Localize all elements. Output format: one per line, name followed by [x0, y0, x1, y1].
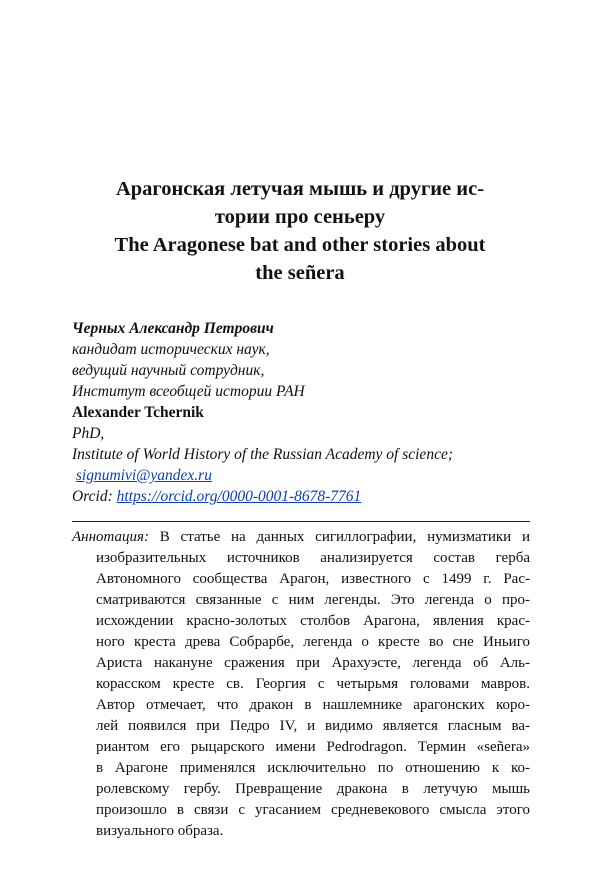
abstract-line	[72, 527, 530, 548]
abstract-text: В статье на данных сигиллографии, нумизматики и	[149, 529, 530, 545]
abstract-line: визуального образа.	[96, 823, 224, 839]
abstract	[72, 527, 530, 842]
article-title	[80, 175, 520, 287]
abstract-line: лей появился при Педро IV, и видимо является гласным ва-	[96, 718, 530, 734]
abstract-line: произошло в связи с угасанием средневекового смысла этого	[96, 802, 530, 818]
author-name-ru: Черных Александр Петрович	[72, 320, 274, 337]
abstract-line: корасском кресте св. Георгия с четырьмя головами мавров.	[96, 676, 530, 692]
author-institute-ru: Институт всеобщей истории РАН	[72, 383, 305, 400]
orcid-link[interactable]: https://orcid.org/0000-0001-8678-7761	[116, 488, 362, 505]
author-email-row	[72, 465, 542, 486]
abstract-label: Аннотация:	[72, 529, 150, 545]
author-position-ru: ведущий научный сотрудник,	[72, 362, 265, 379]
title-line: Арагонская летучая мышь и другие ис-	[115, 178, 485, 200]
author-email-link[interactable]: signumivi@yandex.ru	[75, 467, 212, 484]
abstract-line: исхождении красно-золотых столбов Арагона, явления крас-	[96, 613, 530, 629]
abstract-line: изобразительных источников анализируется состав герба	[96, 550, 530, 566]
author-institute-en: Institute of World History of the Russian Academy of science;	[72, 446, 453, 463]
title-line: The Aragonese bat and other stories about	[114, 234, 486, 256]
author-block	[72, 318, 542, 507]
abstract-line: ролевскому гербу. Превращение дракона в летучую мышь	[96, 781, 530, 797]
author-degree-ru: кандидат исторических наук,	[72, 341, 270, 358]
title-line: the señera	[255, 262, 345, 284]
orcid-label: Orcid:	[72, 488, 113, 505]
title-line: тории про сеньеру	[214, 206, 386, 228]
abstract-line: ного креста древа Собрарбе, легенда о кресте во сне Иньиго	[96, 634, 530, 650]
abstract-line: сматриваются связанные с ним легенды. Это легенда о про-	[96, 592, 530, 608]
divider	[72, 521, 530, 522]
abstract-line: риантом его рыцарского имени Pedrodragon. Термин «señera»	[96, 739, 530, 755]
abstract-line: Автономного сообщества Арагон, известного с 1499 г. Рас-	[96, 571, 530, 587]
author-name-en: Alexander Tchernik	[72, 404, 204, 421]
abstract-line: Ариста накануне сражения при Арахуэсте, легенда об Аль-	[96, 655, 530, 671]
abstract-line: в Арагоне применялся исключительно по отношению к ко-	[96, 760, 530, 776]
author-orcid-row	[72, 486, 542, 507]
author-degree-en: PhD,	[72, 425, 105, 442]
abstract-line: Автор отмечает, что дракон в нашлемнике арагонских коро-	[96, 697, 530, 713]
